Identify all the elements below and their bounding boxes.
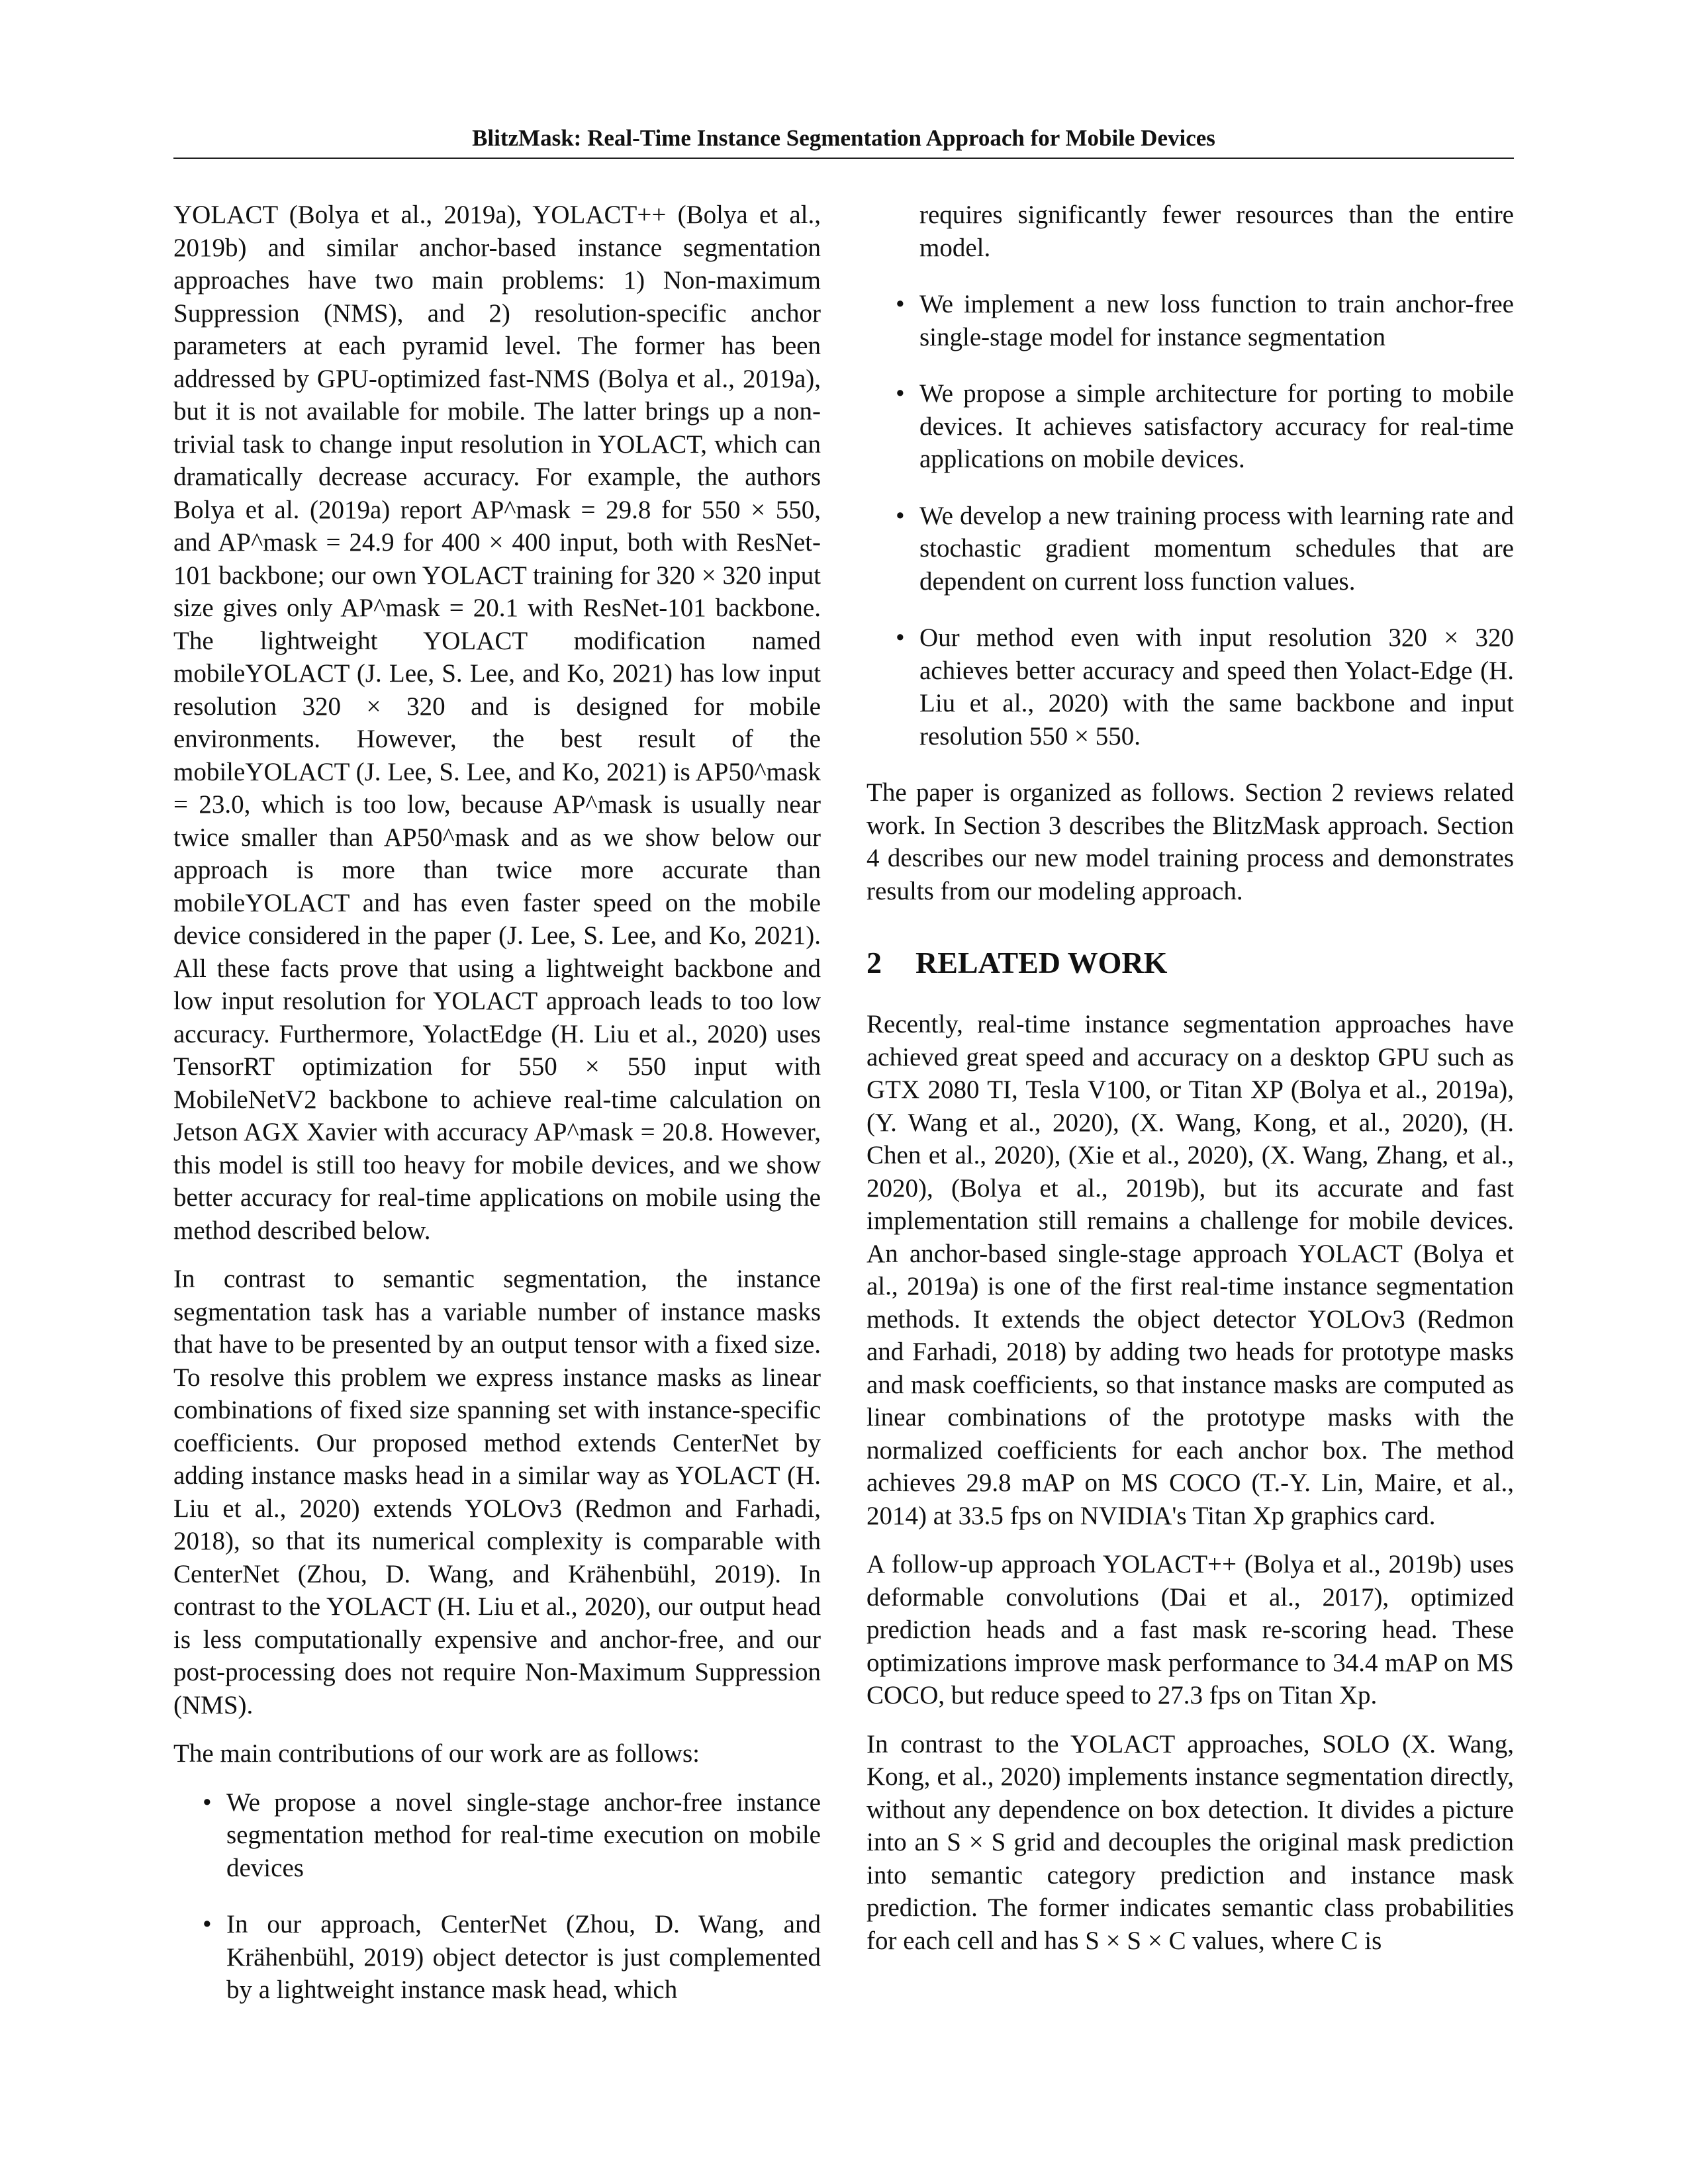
paragraph-yolact-problems: YOLACT (Bolya et al., 2019a), YOLACT++ (Bolya et al., 2019b) and similar anchor-based instance segmentation approaches have two main problems: 1) Non-maximum Suppression (NMS), and 2) resolution-specific anchor parameters at each pyramid level. The former has been addressed by GPU-optimized fast-NMS (Bolya et al., 2019a), but it is not available for mobile. The latter brings up a non-trivial task to change input resolution in YOLACT, which can dramatically decrease accuracy. For example, the authors Bolya et al. (2019a) report AP^mask = 29.8 for 550 × 550, and AP^mask = 24.9 for 400 × 400 input, both with ResNet-101 backbone; our own YOLACT training for 320 × 320 input size gives only AP^mask = 20.1 with ResNet-101 backbone. The lightweight YOLACT modification named mobileYOLACT (J. Lee, S. Lee, and Ko, 2021) has low input resolution 320 × 320 and is designed for mobile environments. However, the best result of the mobileYOLACT (J. Lee, S. Lee, and Ko, 2021) is AP50^mask = 23.0, which is too low, because AP^mask is usually near twice smaller than AP50^mask and as we show below our approach is more than twice more accurate than mobileYOLACT and has even faster speed on the mobile device considered in the paper (J. Lee, S. Lee, and Ko, 2021). All these facts prove that using a lightweight backbone and low input resolution for YOLACT approach leads to too low accuracy. Furthermore, YolactEdge (H. Liu et al., 2020) uses TensorRT optimization for 550 × 550 input with MobileNetV2 backbone to achieve real-time calculation on Jetson AGX Xavier with accuracy AP^mask = 20.8. However, this model is still too heavy for mobile devices, and we show better accuracy for real-time applications on mobile using the method described below. [173,201,821,1245]
list-item-text: We implement a new loss function to train anchor-free single-stage model for instance segmentation [919,290,1514,351]
list-item-text: Our method even with input resolution 320 × 320 achieves better accuracy and speed then Yolact-Edge (H. Liu et al., 2020) with the same backbone and input resolution 550 × 550. [919,623,1514,751]
list-item [867,377,1514,476]
bullet-icon: • [896,623,905,652]
list-item-text: We propose a novel single-stage anchor-free instance segmentation method for real-time execution on mobile devices [226,1788,821,1882]
section-heading-related-work [867,944,1514,981]
list-item-text: In our approach, CenterNet (Zhou, D. Wang, and Krähenbühl, 2019) object detector is just complemented by a lightweight instance mask head, which [226,1910,821,2004]
section-number: 2 [867,946,882,979]
bullet-icon: • [896,501,905,530]
list-item-text: We develop a new training process with learning rate and stochastic gradient momentum schedules that are dependent on current loss function values. [919,501,1514,596]
paragraph-related-work-2: A follow-up approach YOLACT++ (Bolya et al., 2019b) uses deformable convolutions (Dai et al., 2017), optimized prediction heads and a fast mask re-scoring head. These optimizations improve mask performance to 34.4 mAP on MS COCO, but reduce speed to 27.3 fps on Titan Xp. [867,1550,1514,1709]
contributions-list-continued [867,199,1514,752]
paragraph-related-work-3: In contrast to the YOLACT approaches, SOLO (X. Wang, Kong, et al., 2020) implements instance segmentation directly, without any dependence on box detection. It divides a picture into an S × S grid and decouples the original mask prediction into semantic category prediction and instance mask prediction. The former indicates semantic class probabilities for each cell and has S × S × C values, where C is [867,1729,1514,1955]
list-item [867,500,1514,598]
right-column [867,199,1514,1973]
paragraph-related-work-1: Recently, real-time instance segmentation approaches have achieved great speed and accuracy on a desktop GPU such as GTX 2080 TI, Tesla V100, or Titan XP (Bolya et al., 2019a), (Y. Wang et al., 2020), (X. Wang, Kong, et al., 2020), (H. Chen et al., 2020), (Xie et al., 2020), (X. Wang, Zhang, et al., 2020), (Bolya et al., 2019b), but its accurate and fast implementation still remains a challenge for mobile devices. An anchor-based single-stage approach YOLACT (Bolya et al., 2019a) is one of the first real-time instance segmentation methods. It extends the object detector YOLOv3 (Redmon and Farhadi, 2018) by adding two heads for prototype masks and mask coefficients, so that instance masks are computed as linear combinations of the prototype masks with the normalized coefficients for each anchor box. The method achieves 29.8 mAP on MS COCO (T.-Y. Lin, Maire, et al., 2014) at 33.5 fps on NVIDIA's Titan Xp graphics card. [867,1010,1514,1530]
list-item [173,1786,821,1885]
bullet-icon: • [203,1788,212,1817]
list-item-text: requires significantly fewer resources than the entire model. [919,201,1514,262]
list-item-text: We propose a simple architecture for porting to mobile devices. It achieves satisfactory accuracy for real-time applications on mobile devices. [919,379,1514,473]
paragraph-contributions-intro: The main contributions of our work are as follows: [173,1739,700,1768]
bullet-icon: • [896,290,905,318]
list-item [867,288,1514,353]
left-column [173,199,821,2030]
list-item-continuation [867,199,1514,264]
bullet-icon: • [896,379,905,408]
list-item [173,1908,821,2007]
bullet-icon: • [203,1910,212,1938]
paragraph-instance-segmentation: In contrast to semantic segmentation, the instance segmentation task has a variable number of instance masks that have to be presented by an output tensor with a fixed size. To resolve this problem we express instance masks as linear combinations of fixed size spanning set with instance-specific coefficients. Our proposed method extends CenterNet by adding instance masks head in a similar way as YOLACT (H. Liu et al., 2020) extends YOLOv3 (Redmon and Farhadi, 2018), so that its numerical complexity is comparable with CenterNet (Zhou, D. Wang, and Krähenbühl, 2019). In contrast to the YOLACT (H. Liu et al., 2020), our output head is less computationally expensive and anchor-free, and our post-processing does not require Non-Maximum Suppression (NMS). [173,1265,821,1719]
contributions-list [173,1786,821,2007]
header-rule [173,158,1514,159]
paragraph-organization: The paper is organized as follows. Section 2 reviews related work. In Section 3 describes the BlitzMask approach. Section 4 describes our new model training process and demonstrates results from our modeling approach. [867,778,1514,905]
list-item [867,621,1514,752]
section-title: RELATED WORK [915,946,1168,979]
running-title: BlitzMask: Real-Time Instance Segmentation Approach for Mobile Devices [472,125,1215,151]
